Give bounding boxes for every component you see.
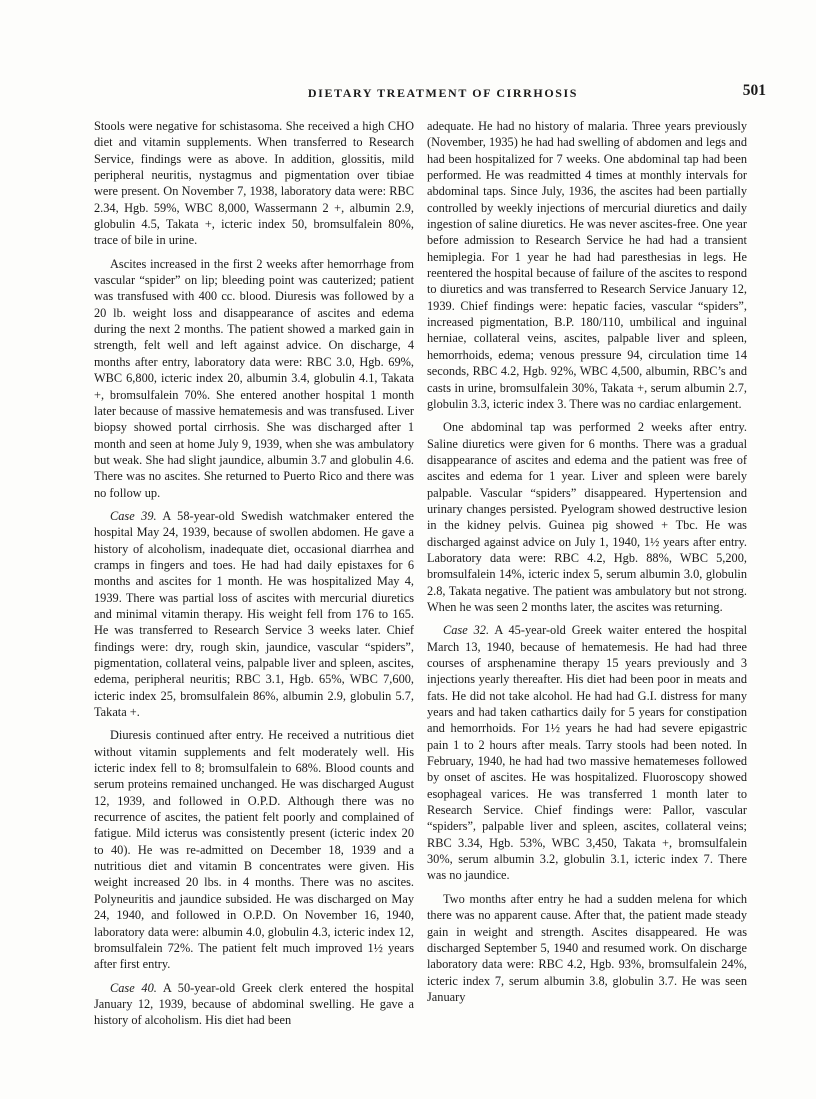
paragraph-case-continuation: Stools were negative for schistasoma. She received a high CHO diet and vitamin supplements. When transferred to Research Service, findings were as above. In addition, glossitis, mild peripheral neuritis, nystagmus and pigmentation over tibiae were present. On November 7, 1938, laboratory data were: RBC 2.34, Hgb. 59%, WBC 8,000, Wassermann 2 +, albumin 2.9, globulin 4.5, Takata +, icteric index 50, bromsulfalein 80%, trace of bile in urine. bbox=[94, 119, 414, 248]
case-label: Case 32. bbox=[443, 623, 490, 638]
page-header bbox=[120, 82, 766, 106]
right-column bbox=[427, 118, 747, 1005]
case-text: A 58-year-old Swedish watchmaker entered the hospital May 24, 1939, because of swollen abdomen. He gave a history of alcoholism, inadequate diet, occasional diarrhea and cramps in fingers and toes. He had had daily epistaxes for 6 months and ascites for 1 month. He was hospitalized May 4, 1939. There was partial loss of ascites with mercurial diuretics and minimal vitamin therapy. His weight fell from 176 to 165. He was transferred to Research Service 3 weeks later. Chief findings were: dry, rough skin, jaundice, vascular “spiders”, pigmentation, collateral veins, palpable liver and spleen, ascites, edema, peripheral neuritis; RBC 3.1, Hgb. 65%, WBC 7,600, icteric index 25, bromsulfalein 86%, albumin 2.9, globulin 5.7, Takata +. bbox=[94, 508, 414, 720]
running-title: DIETARY TREATMENT OF CIRRHOSIS bbox=[307, 86, 579, 100]
paragraph-case-continuation: adequate. He had no history of malaria. Three years previously (November, 1935) he had had swelling of abdomen and legs and had been hospitalized for 7 weeks. One abdominal tap had been performed. He was readmitted 4 times at monthly intervals for abdominal taps. Since July, 1936, the ascites had been partially controlled by weekly injections of mercurial diuretics and daily ingestion of saline diuretics. He was never ascites-free. One year before admission to Research Service he had had a transient hemiplegia. For 1 year he had had paresthesias in legs. He reentered the hospital because of failure of the ascites to respond to diuretics and was transferred to Research Service January 12, 1939. Chief findings were: hepatic facies, vascular “spiders”, increased pigmentation, B.P. 180/110, umbilical and inguinal herniae, collateral veins, ascites, palpable liver and spleen, hemorrhoids, edema; venous pressure 94, circulation time 14 seconds, RBC 4.2, Hgb. 92%, WBC 4,500, albumin, RBC’s and casts in urine, bromsulfalein 30%, Takata +, serum albumin 2.7, globulin 3.3, icteric index 3. There was no cardiac enlargement. bbox=[427, 119, 747, 411]
page-number: 501 bbox=[742, 82, 766, 99]
paragraph-case-32 bbox=[427, 622, 747, 884]
paragraph: Diuresis continued after entry. He received a nutritious diet without vitamin supplements and felt moderately well. His icteric index fell to 8; bromsulfalein to 68%. Blood counts and serum proteins remained unchanged. He was discharged August 12, 1939, and followed in O.P.D. Although there was no recurrence of ascites, the patient felt poorly and complained of fatigue. Mild icterus was consistently present (icteric index 20 to 40). He was re-admitted on December 18, 1939 and a nutritious diet and vitamin B concentrates were given. His weight increased 20 lbs. in 4 months. There was no ascites. Polyneuritis and jaundice subsided. He was discharged on May 24, 1940, and followed in O.P.D. On November 16, 1940, laboratory data were: albumin 4.0, globulin 4.3, icteric index 12, bromsulfalein 72%. The patient felt much improved 1½ years after first entry. bbox=[94, 728, 414, 972]
case-text: A 45-year-old Greek waiter entered the hospital March 13, 1940, because of hematemesis. He had had three courses of arsphenamine therapy 15 years previously and 3 injections yearly thereafter. His diet had been poor in meats and fats. He did not take alcohol. He had had G.I. distress for many years and had taken cathartics daily for 5 years for constipation and hemorrhoids. For 1½ years he had had severe epigastric pain 1 to 2 hours after meals. Tarry stools had been noted. In February, 1940, he had had two massive hematemeses followed by onset of ascites. He was hospitalized. Fluoroscopy showed esophageal varices. He was transferred 1 month later to Research Service. Chief findings were: Pallor, vascular “spiders”, palpable liver and spleen, ascites, collateral veins; RBC 3.34, Hgb. 53%, WBC 3,450, Takata +, bromsulfalein 30%, serum albumin 3.2, globulin 3.1, icteric index 7. There was no jaundice. bbox=[427, 623, 748, 883]
case-text: A 50-year-old Greek clerk entered the hospital January 12, 1939, because of abdominal swelling. He gave a history of alcoholism. His diet had been bbox=[94, 980, 414, 1028]
paragraph-case-40 bbox=[94, 980, 414, 1029]
case-label: Case 40. bbox=[110, 980, 157, 995]
paragraph: Two months after entry he had a sudden melena for which there was no apparent cause. After that, the patient made steady gain in weight and strength. Ascites disappeared. He was discharged September 5, 1940 and resumed work. On discharge laboratory data were: RBC 4.2, Hgb. 93%, bromsulfalein 24%, icteric index 7, serum albumin 3.8, globulin 3.7. He was seen January bbox=[427, 891, 747, 1004]
paragraph: One abdominal tap was performed 2 weeks after entry. Saline diuretics were given for 6 months. There was a gradual disappearance of ascites and edema and the patient was free of ascites and edema for 1 year. Liver and spleen were barely palpable. Vascular “spiders” disappeared. Hypertension and urinary changes persisted. Pyelogram showed destructive lesion in the kidney pelvis. Guinea pig showed + Tbc. He was discharged against advice on July 1, 1940, 1½ years after entry. Laboratory data were: RBC 4.2, Hgb. 88%, WBC 5,200, bromsulfalein 14%, icteric index 5, serum albumin 3.0, globulin 2.8, Takata negative. The patient was ambulatory but not strong. When he was seen 2 months later, the ascites was returning. bbox=[427, 420, 747, 614]
case-label: Case 39. bbox=[110, 508, 157, 523]
paragraph-case-39 bbox=[94, 508, 414, 720]
left-column bbox=[94, 118, 414, 1029]
paragraph: Ascites increased in the first 2 weeks after hemorrhage from vascular “spider” on lip; bleeding point was cauterized; patient was transfused with 400 cc. blood. Diuresis was followed by a 20 lb. weight loss and disappearance of ascites and edema during the next 2 months. The patient showed a marked gain in strength, felt well and left against advice. On discharge, 4 months after entry, laboratory data were: RBC 3.0, Hgb. 69%, WBC 6,800, icteric index 20, albumin 3.4, globulin 4.1, Takata +, bromsulfalein 70%. She entered another hospital 1 month later because of massive hematemesis and was transfused. Liver biopsy showed portal cirrhosis. She was discharged after 1 month and seen at home July 9, 1939, when she was ambulatory but weak. She had slight jaundice, albumin 3.7 and globulin 4.6. There was no ascites. She returned to Puerto Rico and there was no follow up. bbox=[94, 256, 414, 500]
